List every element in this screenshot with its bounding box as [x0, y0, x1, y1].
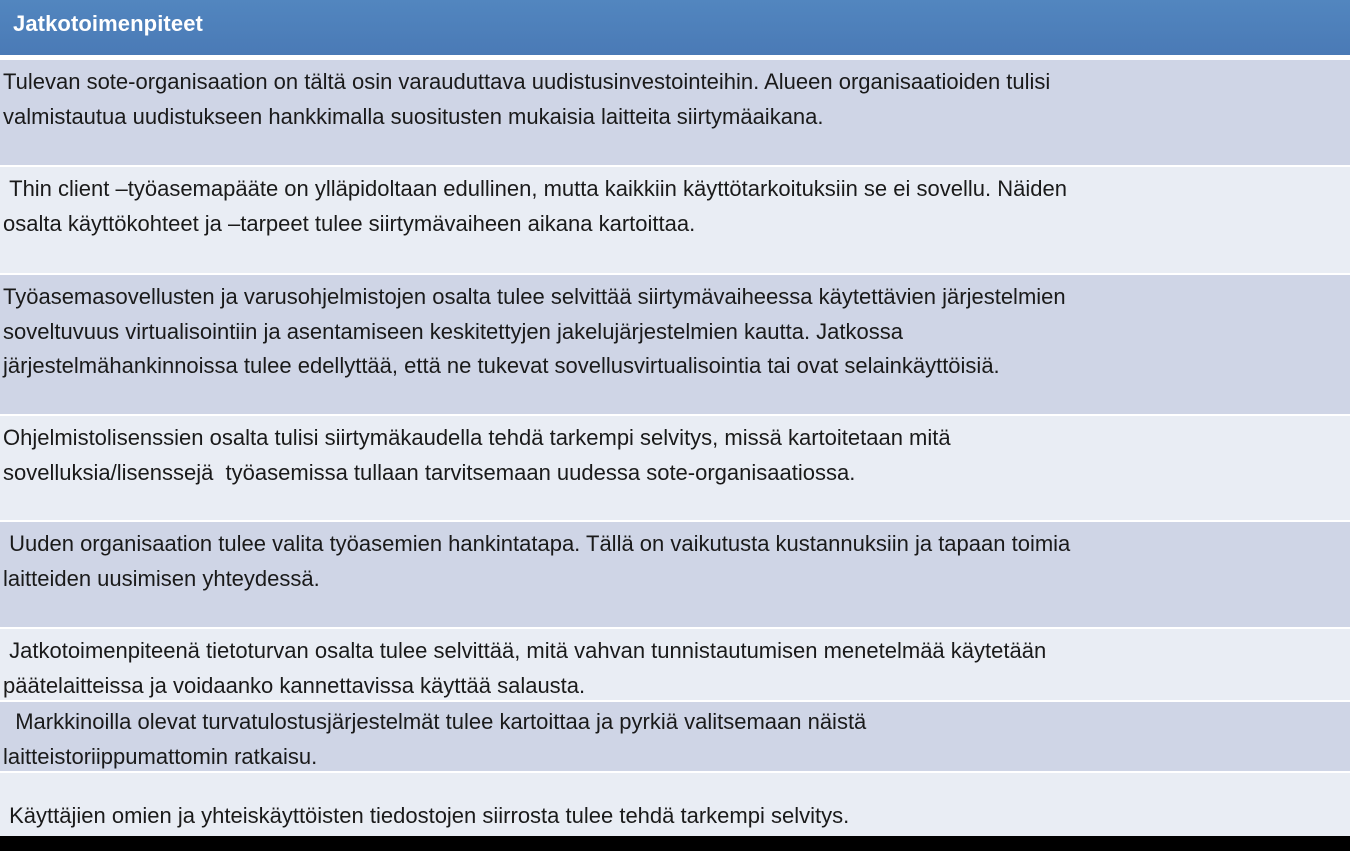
row-text: Työasemasovellusten ja varusohjelmistojen osalta tulee selvittää siirtymävaiheessa käytettävien järjestelmien	[3, 284, 1066, 309]
table-row-4	[0, 414, 1350, 520]
row-text: Markkinoilla olevat turvatulostusjärjestelmät tulee kartoittaa ja pyrkiä valitsemaan näistä	[3, 709, 867, 734]
row-text: Uuden organisaation tulee valita työasemien hankintatapa. Tällä on vaikutusta kustannuksiin ja tapaan toimia	[3, 531, 1071, 556]
table-row-5	[0, 520, 1350, 627]
row-text: sovelluksia/lisenssejä työasemissa tullaan tarvitsemaan uudessa sote-organisaatiossa.	[3, 459, 856, 485]
row-text: laitteistoriippumattomin ratkaisu.	[3, 743, 318, 769]
table-title: Jatkotoimenpiteet	[13, 11, 203, 36]
table-row-6	[0, 627, 1350, 700]
row-text: valmistautua uudistukseen hankkimalla suositusten mukaisia laitteita siirtymäaikana.	[3, 103, 824, 129]
row-text: Tulevan sote-organisaation on tältä osin varauduttava uudistusinvestointeihin. Alueen organisaatioiden tulisi	[3, 69, 1051, 94]
table-header	[0, 0, 1350, 58]
table-row-7	[0, 700, 1350, 771]
row-text: järjestelmähankinnoissa tulee edellyttää, että ne tukevat sovellusvirtualisointia tai ovat selainkäyttöisiä.	[3, 353, 1000, 378]
row-text: laitteiden uusimisen yhteydessä.	[3, 565, 320, 591]
row-text: Thin client –työasemapääte on ylläpidoltaan edullinen, mutta kaikkiin käyttötarkoituksiin se ei sovellu. Näiden	[3, 176, 1067, 201]
row-text: osalta käyttökohteet ja –tarpeet tulee siirtymävaiheen aikana kartoittaa.	[3, 210, 696, 236]
table-row-8	[0, 771, 1350, 836]
bottom-bar	[0, 836, 1350, 851]
table-row-1	[0, 58, 1350, 165]
row-text: Jatkotoimenpiteenä tietoturvan osalta tulee selvittää, mitä vahvan tunnistautumisen menetelmää käytetään	[3, 638, 1047, 663]
row-text: Ohjelmistolisenssien osalta tulisi siirtymäkaudella tehdä tarkempi selvitys, missä kartoitetaan mitä	[3, 425, 951, 450]
row-text: Käyttäjien omien ja yhteiskäyttöisten tiedostojen siirrosta tulee tehdä tarkempi selvitys.	[3, 803, 850, 828]
row-text: päätelaitteissa ja voidaanko kannettavissa käyttää salausta.	[3, 672, 586, 698]
row-text: soveltuvuus virtualisointiin ja asentamiseen keskitettyjen jakelujärjestelmien kautta. Jatkossa	[3, 318, 904, 344]
table-row-2	[0, 165, 1350, 273]
table-row-3	[0, 273, 1350, 414]
